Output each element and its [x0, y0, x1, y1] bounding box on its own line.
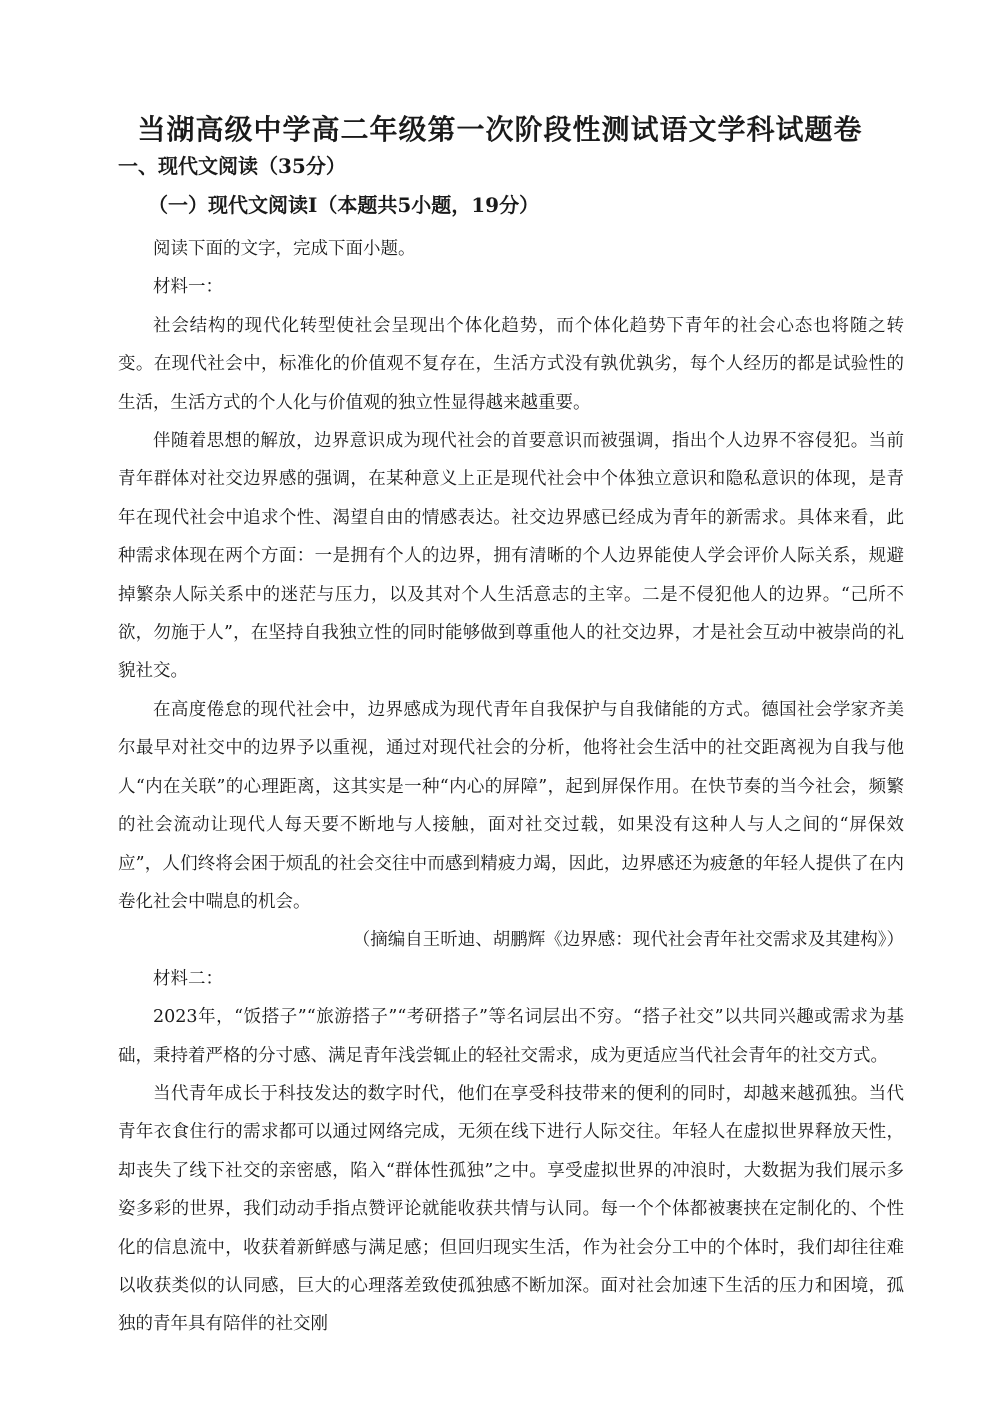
- material1-source: （摘编自王昕迪、胡鹏辉《边界感：现代社会青年社交需求及其建构》）: [352, 930, 904, 951]
- material1-paragraph-3: 在高度倦怠的现代社会中，边界感成为现代青年自我保护与自我储能的方式。德国社会学家齐美尔最早对社交中的边界予以重视，通过对现代社会的分析，他将社会生活中的社交距离视为自我与他人“内在关联”的心理距离，这其实是一种“内心的屏障”，起到屏保作用。在快节奏的当今社会，频繁的社会流动让现代人每天要不断地与人接触，面对社交过载，如果没有这种人与人之间的“屏保效应”，人们终将会困于烦乱的社会交往中而感到精疲力竭，因此，边界感还为疲惫的年轻人提供了在内卷化社会中喘息的机会。: [118, 699, 904, 912]
- material2-paragraph-2: 当代青年成长于科技发达的数字时代，他们在享受科技带来的便利的同时，却越来越孤独。当代青年衣食住行的需求都可以通过网络完成，无须在线下进行人际交往。年轻人在虚拟世界释放天性，却丧失了线下社交的亲密感，陷入“群体性孤独”之中。享受虚拟世界的冲浪时，大数据为我们展示多姿多彩的世界，我们动动手指点赞评论就能收获共情与认同。每一个个体都被裹挟在定制化的、个性化的信息流中，收获着新鲜感与满足感；但回归现实生活，作为社会分工中的个体时，我们却往往难以收获类似的认同感，巨大的心理落差致使孤独感不断加深。面对社会加速下生活的压力和困境，孤独的青年具有陪伴的社交刚: [118, 1083, 904, 1335]
- reading-passage: [118, 230, 904, 1344]
- instruction-text: 阅读下面的文字，完成下面小题。: [153, 239, 416, 259]
- exam-title: 当湖高级中学高二年级第一次阶段性测试语文学科试题卷: [137, 113, 863, 146]
- material1-paragraph-2: 伴随着思想的解放，边界意识成为现代社会的首要意识而被强调，指出个人边界不容侵犯。当前青年群体对社交边界感的强调，在某种意义上正是现代社会中个体独立意识和隐私意识的体现，是青年在现代社会中追求个性、渴望自由的情感表达。社交边界感已经成为青年的新需求。具体来看，此种需求体现在两个方面：一是拥有个人的边界，拥有清晰的个人边界能使人学会评价人际关系，规避掉繁杂人际关系中的迷茫与压力，以及其对个人生活意志的主宰。二是不侵犯他人的边界。“己所不欲，勿施于人”，在坚持自我独立性的同时能够做到尊重他人的社交边界，才是社会互动中被崇尚的礼貌社交。: [118, 431, 904, 682]
- material1-label: 材料一：: [153, 277, 223, 298]
- material2-label: 材料二：: [153, 968, 223, 989]
- section-heading: 一、现代文阅读（35分）: [118, 154, 346, 178]
- material2-paragraph-1: 2023年，“饭搭子”“旅游搭子”“考研搭子”等名词层出不穷。“搭子社交”以共同兴趣或需求为基础，秉持着严格的分寸感、满足青年浅尝辄止的轻社交需求，成为更适应当代社会青年的社交方式。: [118, 1007, 904, 1066]
- subsection-heading: （一）现代文阅读Ⅰ（本题共5小题，19分）: [148, 193, 540, 217]
- material1-paragraph-1: 社会结构的现代化转型使社会呈现出个体化趋势，而个体化趋势下青年的社会心态也将随之转变。在现代社会中，标准化的价值观不复存在，生活方式没有孰优孰劣，每个人经历的都是试验性的生活，生活方式的个人化与价值观的独立性显得越来越重要。: [118, 315, 904, 413]
